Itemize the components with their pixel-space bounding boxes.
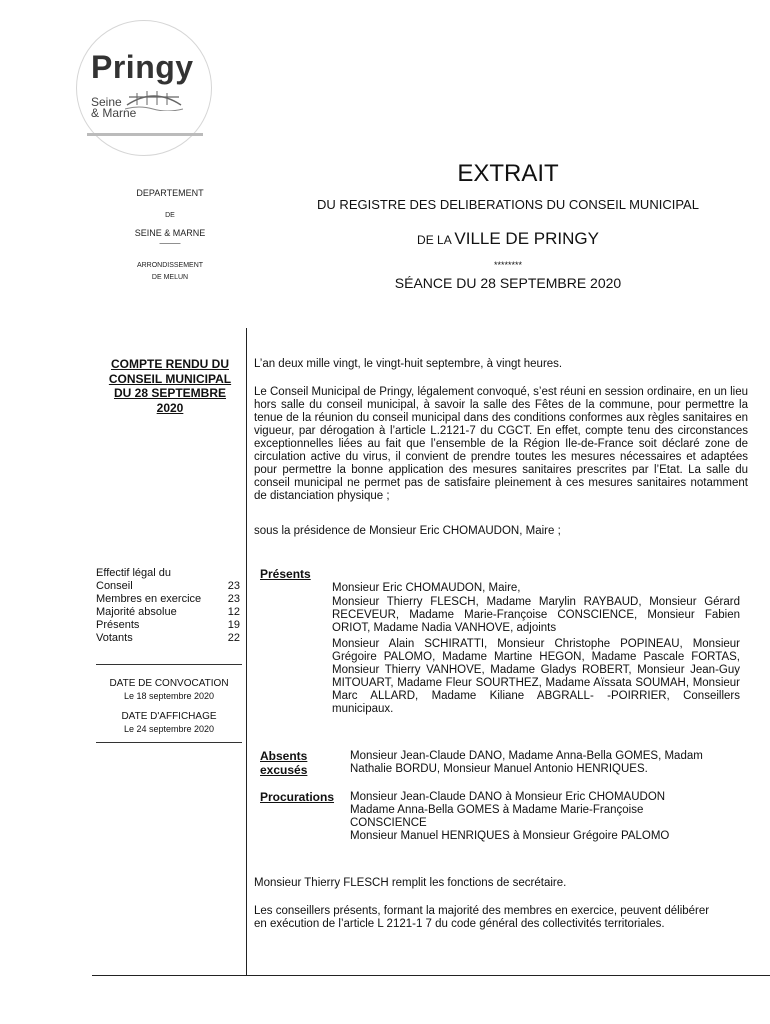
intro-paragraph: L’an deux mille vingt, le vingt-huit septembre, à vingt heures.	[254, 358, 563, 370]
effectif-table	[96, 567, 240, 645]
effectif-title: Effectif légal du	[96, 567, 172, 579]
seance-date: SÉANCE DU 28 SEPTEMBRE 2020	[394, 275, 622, 291]
departement-label: DEPARTEMENT	[136, 188, 204, 198]
convocation-title: DATE DE CONVOCATION	[109, 678, 229, 689]
left-divider	[96, 742, 242, 743]
affichage-block	[96, 711, 242, 735]
presents-adjoints: Monsieur Thierry FLESCH, Madame Marylin RAYBAUD, Monsieur Gérard RECEVEUR, Madame Marie-Françoise CONSCIENCE, Monsieur Fabien ORIOT, Madame Nadia VANHOVE, adjoints	[332, 596, 740, 634]
de-la-prefix: DE LA	[417, 233, 455, 247]
arrondissement-label: ARRONDISSEMENT	[136, 262, 204, 269]
presents-conseillers: Monsieur Alain SCHIRATTI, Monsieur Christophe POPINEAU, Monsieur Grégoire PALOMO, Madame Martine HEGON, Madame Pascale FORTAS, Monsieur Thierry VANHOVE, Madame Gladys ROBERT, Monsieur Jean-Guy MITOUART, Madame Fleur SOURTHEZ, Madame Aïssata SOUMAH, Monsieur Marc ALLARD, Madame Kiliane ABGRALL- -POIRRIER, Conseillers municipaux.	[332, 638, 740, 715]
effectif-row: Conseil 23	[96, 580, 240, 592]
convocation-paragraph: Le Conseil Municipal de Pringy, légalement convoqué, s’est réuni en session ordinaire, en un lieu hors salle du conseil municipal, à savoir la salle des Fêtes de la commune, pour permettre la tenue de la réunion du conseil municipal dans des conditions conformes aux règles sanitaires en vigueur, par dérogation à l’article L.2121-7 du CGCT. En effet, compte tenu des circonstances exceptionnelles liées au fait que l’ensemble de la Région Ile-de-France soit déclaré zone de circulation active du virus, il convient de prendre toutes les mesures nécessaires et adaptées pour permettre la bonne application des mesures sanitaires prescrites par l’Etat. La salle du conseil municipal ne permet pas de satisfaire pleinement à ces mesures sanitaires notamment de distanciation physique ;	[254, 386, 748, 502]
convocation-date: Le 18 septembre 2020	[123, 691, 215, 701]
logo-bar	[87, 133, 203, 136]
bottom-divider	[92, 975, 770, 976]
compte-rendu-heading: COMPTE RENDU DU CONSEIL MUNICIPAL DU 28 SEPTEMBRE 2020	[108, 357, 232, 415]
presidence-line: sous la présidence de Monsieur Eric CHOMAUDON, Maire ;	[254, 525, 561, 537]
document-title: EXTRAIT	[457, 160, 559, 187]
procurations-text: Monsieur Jean-Claude DANO à Monsieur Eric CHOMAUDON Madame Anna-Bella GOMES à Madame Marie-Françoise CONSCIENCE Monsieur Manuel HENRIQUES à Monsieur Grégoire PALOMO	[350, 791, 670, 842]
effectif-row: Majorité absolue 12	[96, 606, 240, 618]
presents-maire: Monsieur Eric CHOMAUDON, Maire,	[332, 582, 521, 594]
secretaire-line: Monsieur Thierry FLESCH remplit les fonctions de secrétaire.	[254, 877, 567, 889]
affichage-title: DATE D'AFFICHAGE	[121, 711, 217, 722]
procurations-label: Procurations	[260, 790, 335, 804]
logo-wordmark: Pringy	[91, 49, 194, 85]
de-label: DE	[165, 212, 175, 219]
left-divider	[96, 664, 242, 665]
effectif-row: Présents 19	[96, 619, 240, 631]
bridge-icon	[125, 85, 183, 111]
ville-line	[246, 229, 770, 249]
presents-label: Présents	[260, 567, 311, 581]
absents-text: Monsieur Jean-Claude DANO, Madame Anna-Bella GOMES, Madam Nathalie BORDU, Monsieur Manuel Antonio HENRIQUES.	[350, 750, 703, 775]
stars-separator: ********	[493, 260, 523, 270]
affichage-date: Le 24 septembre 2020	[123, 724, 215, 734]
seine-marne-label: SEINE & MARNE	[134, 228, 206, 238]
conclusion-paragraph: Les conseillers présents, formant la majorité des membres en exercice, peuvent délibérer en exécution de l’article L 2121-1 7 du code général des collectivités territoriales.	[254, 905, 710, 930]
vertical-divider	[246, 328, 247, 976]
pringy-logo	[76, 20, 212, 156]
absents-label: Absents excusés	[260, 749, 308, 777]
convocation-block	[96, 678, 242, 702]
dash-separator: ———	[159, 240, 181, 247]
logo-subtitle: Seine & Marne	[91, 95, 137, 120]
registre-subtitle: DU REGISTRE DES DELIBERATIONS DU CONSEIL MUNICIPAL	[317, 197, 699, 212]
ville-name: VILLE DE PRINGY	[454, 229, 599, 248]
effectif-row: Membres en exercice 23	[96, 593, 240, 605]
melun-label: DE MELUN	[151, 274, 189, 281]
effectif-row: Votants 22	[96, 632, 240, 644]
